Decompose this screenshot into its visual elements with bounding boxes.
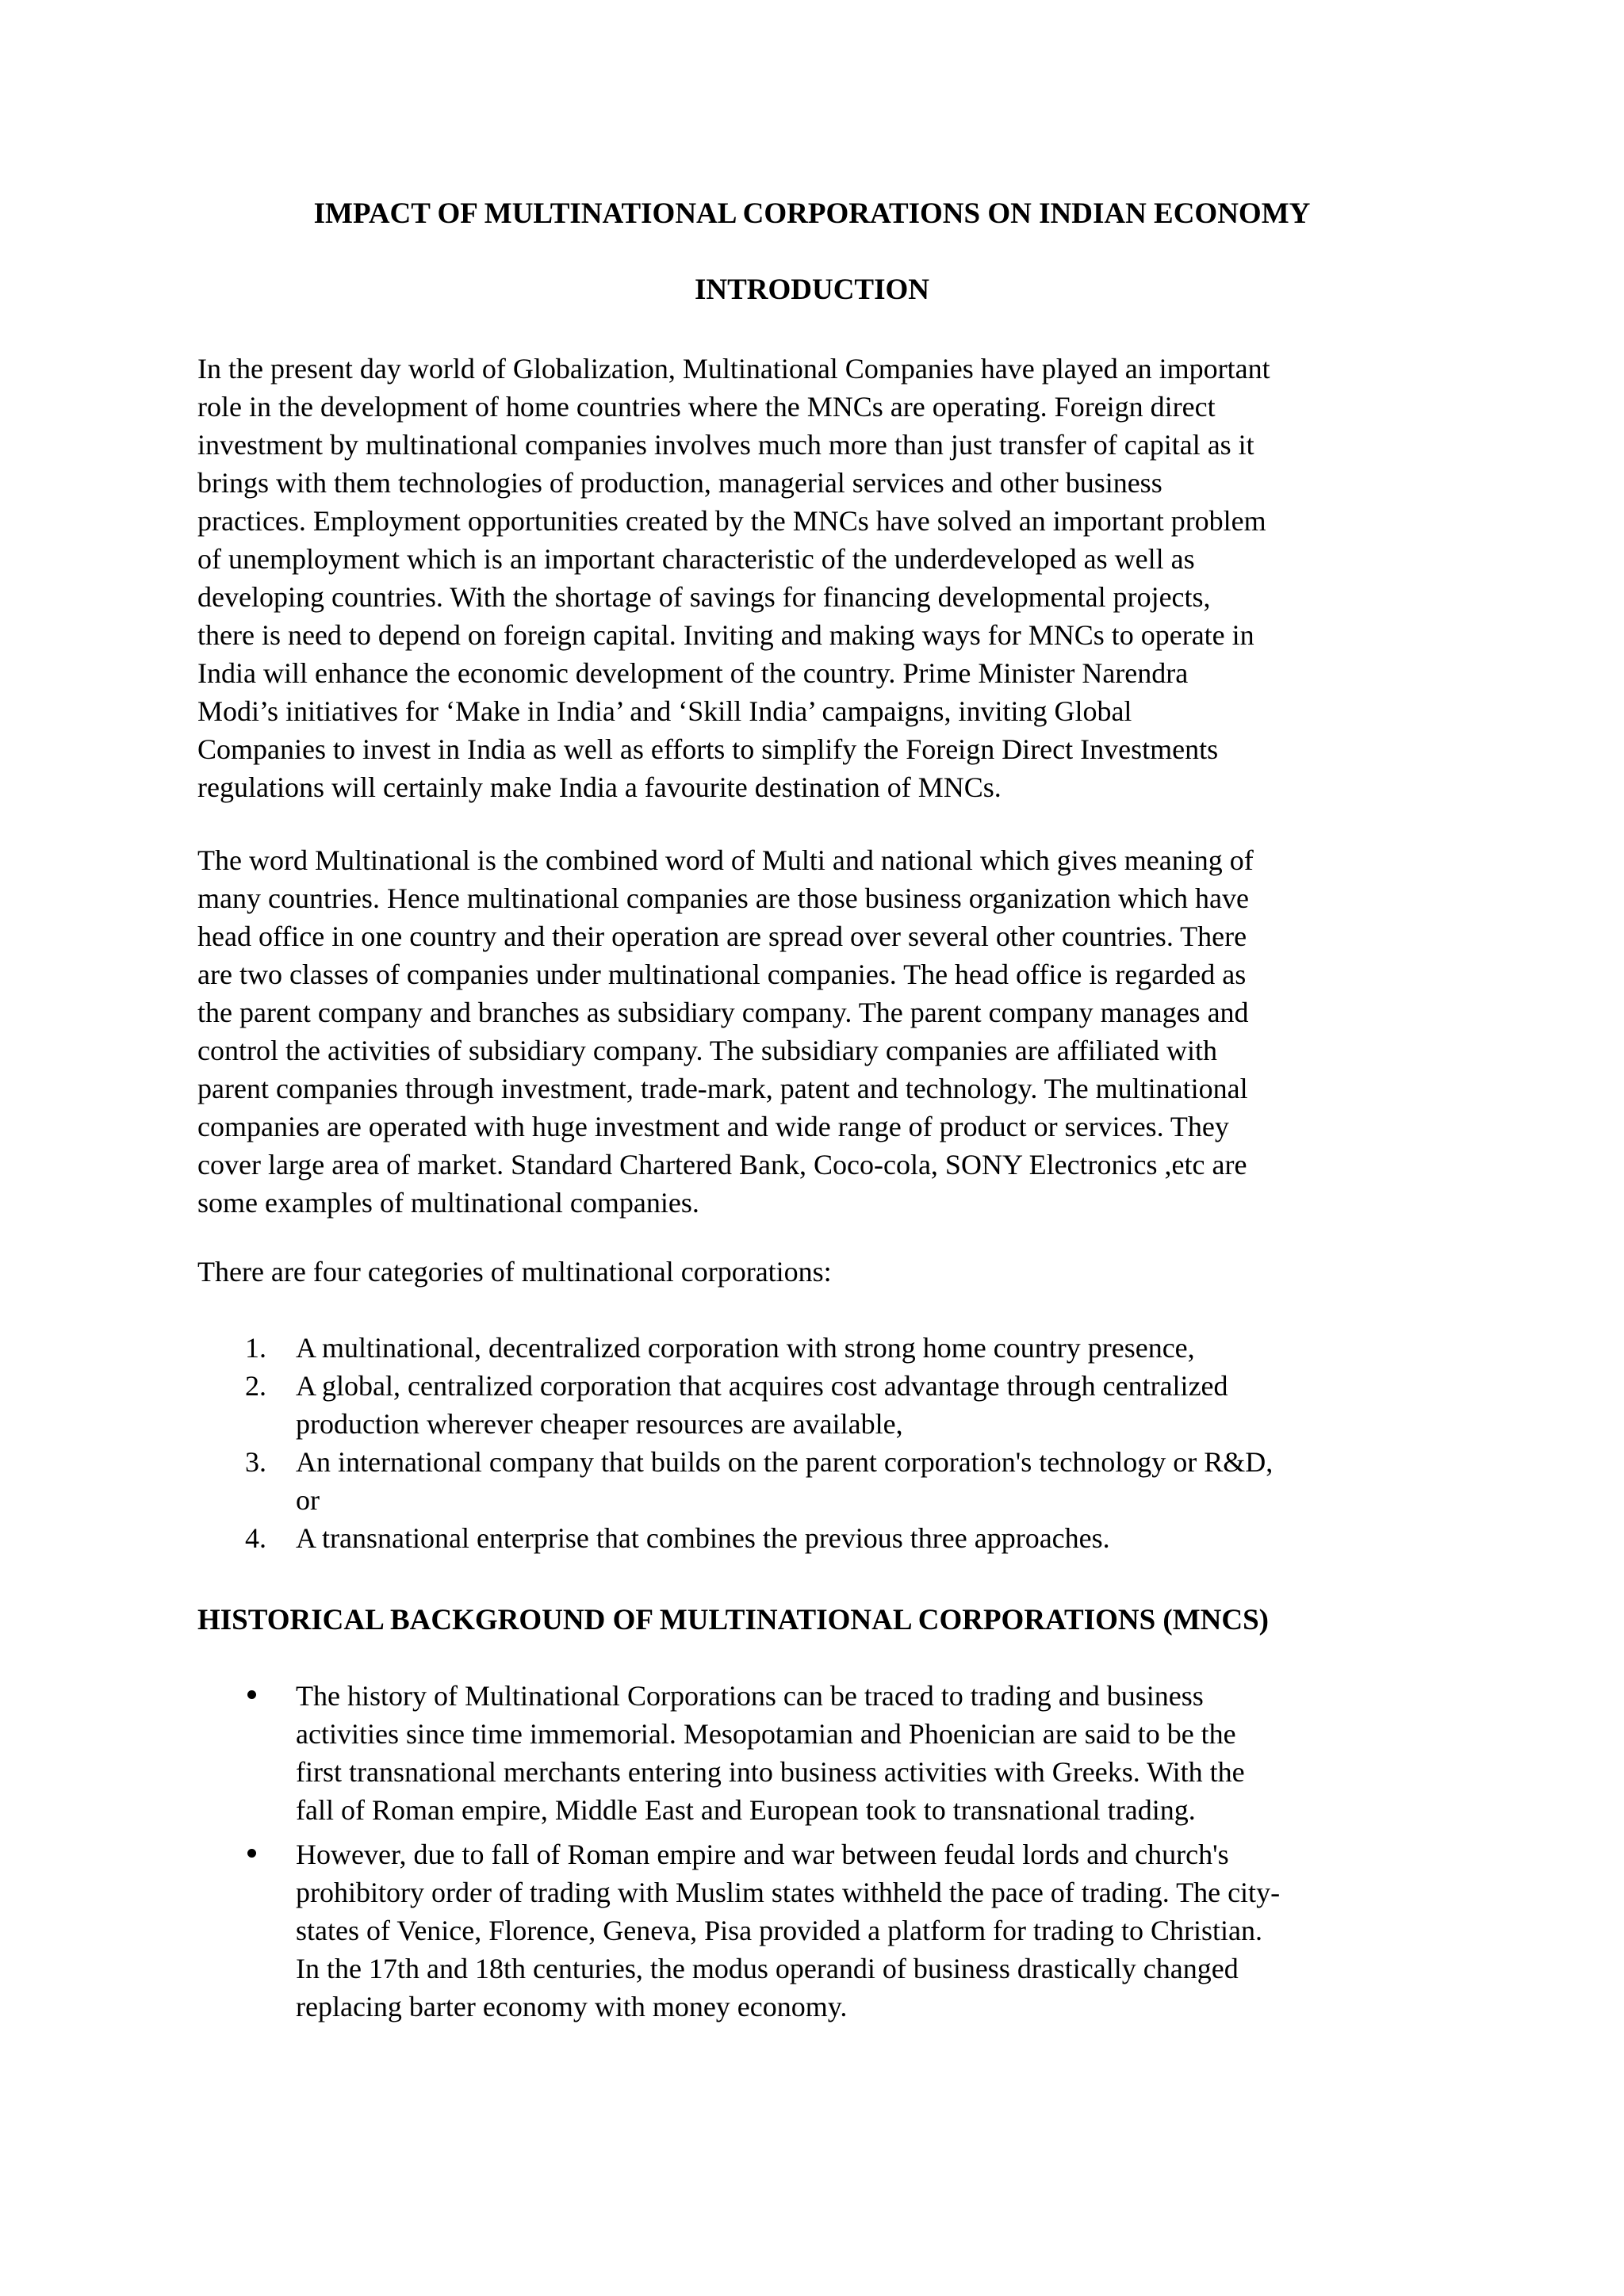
categories-intro-paragraph	[197, 1253, 1434, 1291]
text-line: head office in one country and their operation are spread over several other countries. There	[197, 920, 1247, 952]
text-line: first transnational merchants entering into business activities with Greeks. With the	[296, 1756, 1245, 1788]
text-line: companies are operated with huge investment and wide range of product or services. They	[197, 1111, 1229, 1142]
text-line: many countries. Hence multinational companies are those business organization which have	[197, 882, 1249, 914]
text-line: some examples of multinational companies.	[197, 1187, 699, 1219]
list-number: 4.	[245, 1522, 266, 1554]
text-line: replacing barter economy with money economy.	[296, 1991, 848, 2022]
text-line: investment by multinational companies involves much more than just transfer of capital as it	[197, 429, 1254, 461]
text-line: A multinational, decentralized corporation with strong home country presence,	[296, 1332, 1195, 1364]
text-line: developing countries. With the shortage of savings for financing developmental projects,	[197, 581, 1211, 613]
list-number: 3.	[245, 1446, 266, 1478]
text-line: role in the development of home countries where the MNCs are operating. Foreign direct	[197, 391, 1216, 423]
text-line: activities since time immemorial. Mesopotamian and Phoenician are said to be the	[296, 1718, 1236, 1750]
text-line: cover large area of market. Standard Chartered Bank, Coco-cola, SONY Electronics ,etc are	[197, 1149, 1247, 1181]
text-line: there is need to depend on foreign capital. Inviting and making ways for MNCs to operate in	[197, 619, 1254, 651]
list-item	[197, 1329, 1434, 1367]
bullet-icon	[247, 1690, 256, 1699]
text-line: In the 17th and 18th centuries, the modus operandi of business drastically changed	[296, 1953, 1239, 1984]
text-line: are two classes of companies under multinational companies. The head office is regarded as	[197, 959, 1247, 990]
definition-paragraph	[197, 841, 1434, 1222]
text-line: India will enhance the economic development of the country. Prime Minister Narendra	[197, 657, 1189, 689]
text-line: brings with them technologies of production, managerial services and other business	[197, 467, 1162, 499]
categories-numbered-list	[197, 1329, 1434, 1557]
text-line: production wherever cheaper resources are available,	[296, 1408, 903, 1440]
text-line: fall of Roman empire, Middle East and European took to transnational trading.	[296, 1794, 1196, 1826]
text-line: control the activities of subsidiary company. The subsidiary companies are affiliated with	[197, 1035, 1217, 1066]
text-line: of unemployment which is an important characteristic of the underdeveloped as well as	[197, 543, 1195, 575]
text-line: In the present day world of Globalization, Multinational Companies have played an important	[197, 353, 1270, 385]
text-line: A transnational enterprise that combines the previous three approaches.	[296, 1522, 1110, 1554]
list-item	[197, 1367, 1434, 1443]
text-line: practices. Employment opportunities created by the MNCs have solved an important problem	[197, 505, 1266, 537]
text-line: the parent company and branches as subsidiary company. The parent company manages and	[197, 997, 1249, 1028]
text-line: prohibitory order of trading with Muslim states withheld the pace of trading. The city-	[296, 1877, 1281, 1908]
text-line: However, due to fall of Roman empire and war between feudal lords and church's	[296, 1839, 1229, 1870]
text-line: parent companies through investment, trade-mark, patent and technology. The multinational	[197, 1073, 1248, 1104]
document-title: IMPACT OF MULTINATIONAL CORPORATIONS ON INDIAN ECONOMY	[313, 197, 1311, 230]
section-heading-introduction: INTRODUCTION	[694, 274, 930, 306]
text-line: Modi’s initiatives for ‘Make in India’ and ‘Skill India’ campaigns, inviting Global	[197, 695, 1132, 727]
text-line: Companies to invest in India as well as efforts to simplify the Foreign Direct Investments	[197, 733, 1219, 765]
list-item	[197, 1443, 1434, 1519]
text-line: regulations will certainly make India a favourite destination of MNCs.	[197, 771, 1002, 803]
text-line: There are four categories of multinational corporations:	[197, 1256, 832, 1288]
history-bullet-list	[197, 1677, 1434, 2026]
list-item	[197, 1677, 1434, 1829]
text-line: or	[296, 1484, 320, 1516]
text-line: states of Venice, Florence, Geneva, Pisa provided a platform for trading to Christian.	[296, 1915, 1263, 1946]
text-line: An international company that builds on the parent corporation's technology or R&D,	[296, 1446, 1274, 1478]
list-item	[197, 1519, 1434, 1557]
text-line: The word Multinational is the combined word of Multi and national which gives meaning of	[197, 844, 1254, 876]
list-number: 1.	[245, 1332, 266, 1364]
section-heading-historical-background: HISTORICAL BACKGROUND OF MULTINATIONAL CORPORATIONS (MNCS)	[197, 1604, 1270, 1636]
list-number: 2.	[245, 1370, 266, 1402]
text-line: A global, centralized corporation that acquires cost advantage through centralized	[296, 1370, 1228, 1402]
text-line: The history of Multinational Corporations can be traced to trading and business	[296, 1680, 1204, 1712]
list-item	[197, 1835, 1434, 2026]
intro-paragraph	[197, 350, 1434, 806]
bullet-icon	[247, 1849, 256, 1858]
